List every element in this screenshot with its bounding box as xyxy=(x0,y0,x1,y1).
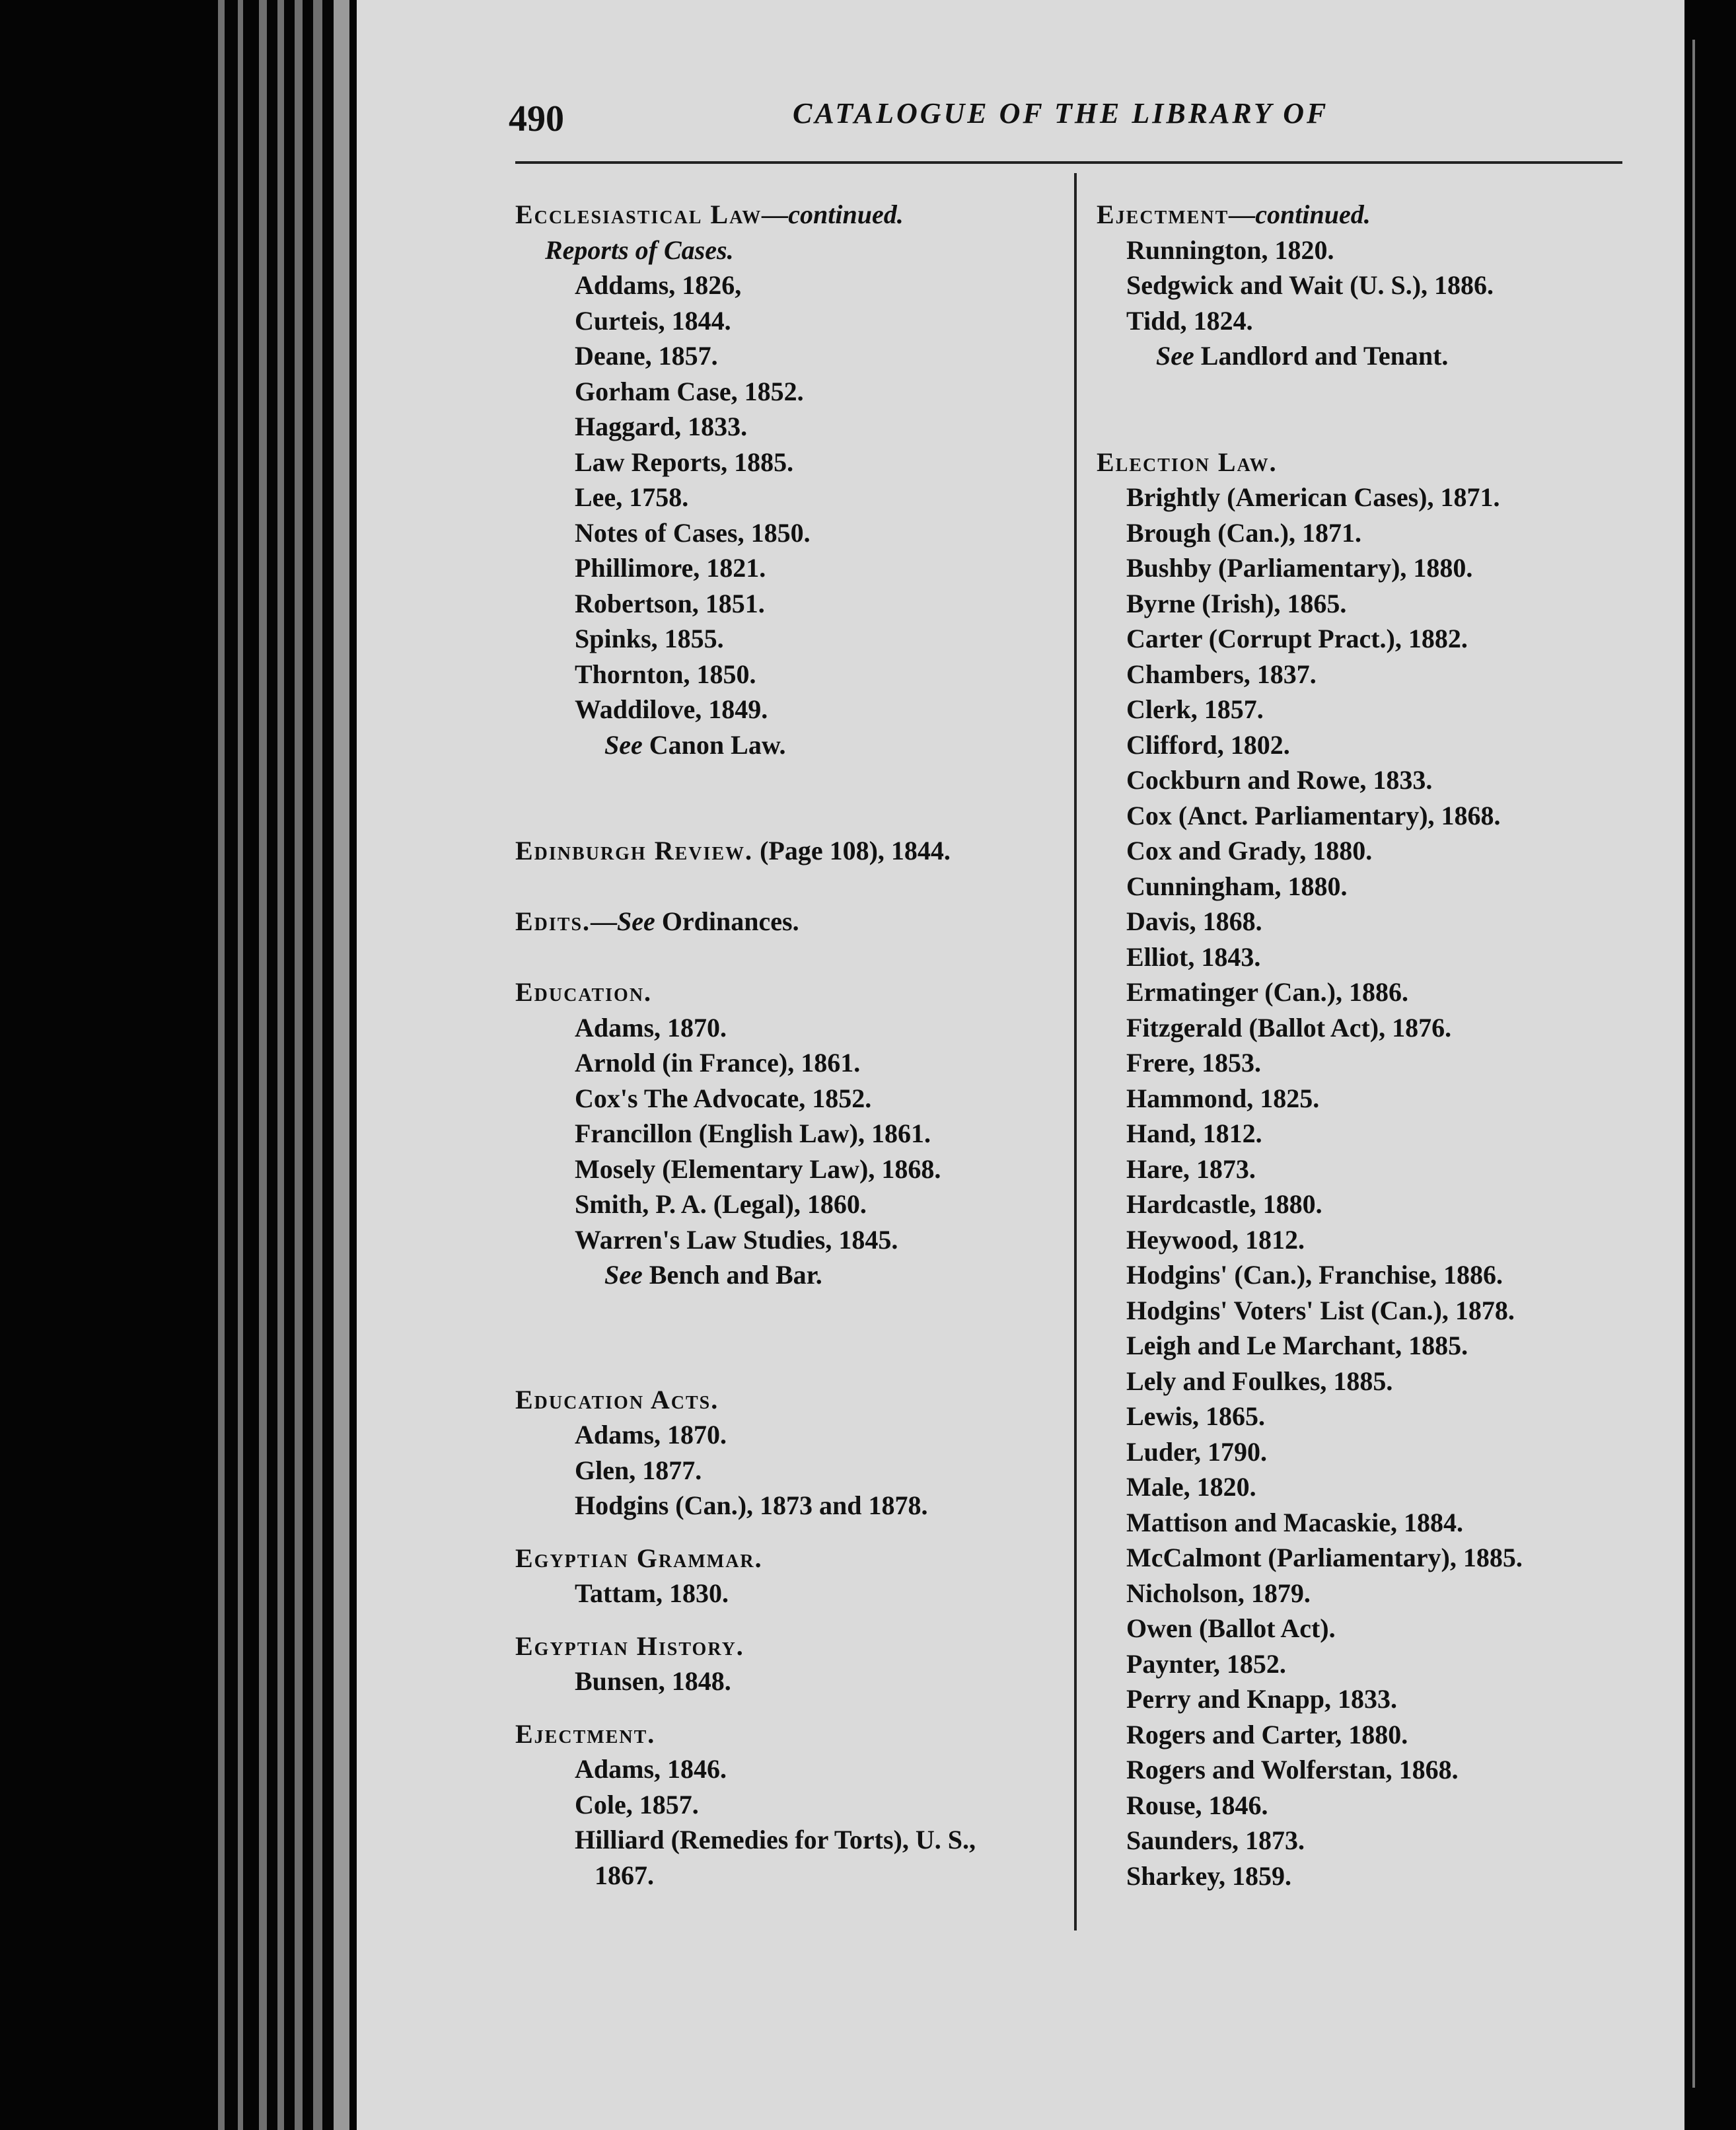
list-item: Hodgins' Voters' List (Can.), 1878. xyxy=(1126,1295,1515,1325)
section-heading-ejectment: Ejectment. xyxy=(515,1718,656,1749)
entry-curteis: Curteis, 1844. xyxy=(575,305,731,336)
entry-bunsen: Bunsen, 1848. xyxy=(575,1666,731,1696)
list-item: Hammond, 1825. xyxy=(1126,1083,1320,1113)
entry-notes-of-cases: Notes of Cases, 1850. xyxy=(575,517,811,548)
list-item: Frere, 1853. xyxy=(1126,1048,1262,1078)
list-item: Cunningham, 1880. xyxy=(1126,871,1348,901)
list-item: Saunders, 1873. xyxy=(1126,1825,1305,1855)
column-divider xyxy=(1074,173,1077,1930)
list-item: Hare, 1873. xyxy=(1126,1154,1256,1184)
running-head: CATALOGUE OF THE LIBRARY OF xyxy=(793,97,1329,129)
list-item: Heywood, 1812. xyxy=(1126,1224,1305,1255)
right-column xyxy=(1097,197,1638,1893)
list-item: Clifford, 1802. xyxy=(1126,729,1290,760)
entry-deane: Deane, 1857. xyxy=(575,341,718,371)
page-number: 490 xyxy=(509,98,564,139)
entry-hilliard: Hilliard (Remedies for Torts), U. S., xyxy=(575,1825,976,1855)
entry-adams: Adams, 1846. xyxy=(575,1754,727,1784)
list-item: Nicholson, 1879. xyxy=(1126,1578,1311,1608)
facing-page-edge xyxy=(1684,0,1736,2130)
entry-tattam: Tattam, 1830. xyxy=(575,1578,729,1608)
entry-arnold: Arnold (in France), 1861. xyxy=(575,1048,861,1078)
entry-robertson: Robertson, 1851. xyxy=(575,588,765,618)
entry-francillon: Francillon (English Law), 1861. xyxy=(575,1119,931,1148)
entry-spinks: Spinks, 1855. xyxy=(575,624,724,653)
see-also-reference: See Landlord and Tenant. xyxy=(1156,341,1449,371)
list-item: Rogers and Carter, 1880. xyxy=(1126,1719,1408,1749)
section-heading-ejectment-continued: Ejectment—continued. xyxy=(1097,200,1371,229)
catalogue-page xyxy=(357,0,1684,2130)
list-item: Cox (Anct. Parliamentary), 1868. xyxy=(1126,800,1501,830)
entry-law-reports: Law Reports, 1885. xyxy=(575,447,794,477)
see-also-reference: See Canon Law. xyxy=(604,729,786,760)
entry-phillimore: Phillimore, 1821. xyxy=(575,553,766,583)
section-heading-egyptian-history: Egyptian History. xyxy=(515,1631,744,1661)
entry-cole: Cole, 1857. xyxy=(575,1789,699,1819)
list-item: Ermatinger (Can.), 1886. xyxy=(1126,977,1408,1007)
list-item: McCalmont (Parliamentary), 1885. xyxy=(1126,1543,1523,1572)
entry-glen: Glen, 1877. xyxy=(575,1455,702,1485)
section-heading-education: Education. xyxy=(515,977,653,1007)
list-item: Male, 1820. xyxy=(1126,1472,1256,1502)
list-item: Hand, 1812. xyxy=(1126,1119,1262,1148)
entry-hilliard-continuation: 1867. xyxy=(595,1860,654,1890)
list-item: Clerk, 1857. xyxy=(1126,694,1264,724)
entry-thornton: Thornton, 1850. xyxy=(575,659,756,689)
list-item: Brough (Can.), 1871. xyxy=(1126,517,1361,548)
list-item: Cockburn and Rowe, 1833. xyxy=(1126,765,1433,795)
list-item: Lely and Foulkes, 1885. xyxy=(1126,1366,1393,1396)
list-item: Brightly (American Cases), 1871. xyxy=(1126,482,1500,512)
list-item: Cox and Grady, 1880. xyxy=(1126,836,1373,865)
entry-hodgins: Hodgins (Can.), 1873 and 1878. xyxy=(575,1490,928,1520)
list-item: Mattison and Macaskie, 1884. xyxy=(1126,1507,1463,1537)
entry-lee: Lee, 1758. xyxy=(575,482,689,512)
list-item: Owen (Ballot Act). xyxy=(1126,1613,1336,1643)
list-item: Luder, 1790. xyxy=(1126,1436,1268,1467)
list-item: Sharkey, 1859. xyxy=(1126,1860,1292,1891)
left-column xyxy=(515,197,1057,1893)
list-item: Bushby (Parliamentary), 1880. xyxy=(1126,553,1473,583)
list-item: Hodgins' (Can.), Franchise, 1886. xyxy=(1126,1260,1503,1290)
section-heading-ecclesiastical-law: Ecclesiastical Law—continued. xyxy=(515,200,904,229)
entry-adams: Adams, 1870. xyxy=(575,1420,727,1450)
list-item: Fitzgerald (Ballot Act), 1876. xyxy=(1126,1012,1452,1043)
list-item: Carter (Corrupt Pract.), 1882. xyxy=(1126,624,1468,653)
list-item: Lewis, 1865. xyxy=(1126,1401,1265,1431)
entry-cox-the-advocate: Cox's The Advocate, 1852. xyxy=(575,1083,872,1113)
book-binding xyxy=(0,0,357,2130)
section-heading-election-law: Election Law. xyxy=(1097,447,1278,477)
election-law-entries xyxy=(1097,480,1638,1893)
list-item: Chambers, 1837. xyxy=(1126,659,1317,689)
list-item: Elliot, 1843. xyxy=(1126,941,1261,972)
entry-haggard: Haggard, 1833. xyxy=(575,412,748,441)
entry-tidd: Tidd, 1824. xyxy=(1126,305,1253,336)
list-item: Byrne (Irish), 1865. xyxy=(1126,588,1347,618)
list-item: Rogers and Wolferstan, 1868. xyxy=(1126,1755,1459,1784)
list-item: Leigh and Le Marchant, 1885. xyxy=(1126,1331,1468,1360)
entry-gorham-case: Gorham Case, 1852. xyxy=(575,376,804,406)
entry-adams: Adams, 1870. xyxy=(575,1012,727,1043)
entry-addams: Addams, 1826, xyxy=(575,270,742,300)
subheading-reports-of-cases: Reports of Cases. xyxy=(545,235,734,265)
section-heading-egyptian-grammar: Egyptian Grammar. xyxy=(515,1543,763,1573)
list-item: Paynter, 1852. xyxy=(1126,1648,1286,1679)
entry-warrens-law-studies: Warren's Law Studies, 1845. xyxy=(575,1224,898,1255)
see-also-reference: See Bench and Bar. xyxy=(604,1260,822,1290)
list-item: Davis, 1868. xyxy=(1126,906,1262,936)
header-rule xyxy=(515,161,1622,164)
section-heading-education-acts: Education Acts. xyxy=(515,1384,719,1414)
entry-waddilove: Waddilove, 1849. xyxy=(575,694,768,724)
entry-runnington: Runnington, 1820. xyxy=(1126,235,1334,265)
list-item: Hardcastle, 1880. xyxy=(1126,1189,1322,1219)
list-item: Rouse, 1846. xyxy=(1126,1790,1268,1820)
list-item: Perry and Knapp, 1833. xyxy=(1126,1684,1398,1714)
section-heading-edits: Edits.—See Ordinances. xyxy=(515,906,799,936)
entry-smith: Smith, P. A. (Legal), 1860. xyxy=(575,1189,867,1219)
entry-sedgwick-and-wait: Sedgwick and Wait (U. S.), 1886. xyxy=(1126,270,1494,300)
entry-mosely: Mosely (Elementary Law), 1868. xyxy=(575,1154,941,1184)
section-heading-edinburgh-review: Edinburgh Review. (Page 108), 1844. xyxy=(515,836,951,865)
